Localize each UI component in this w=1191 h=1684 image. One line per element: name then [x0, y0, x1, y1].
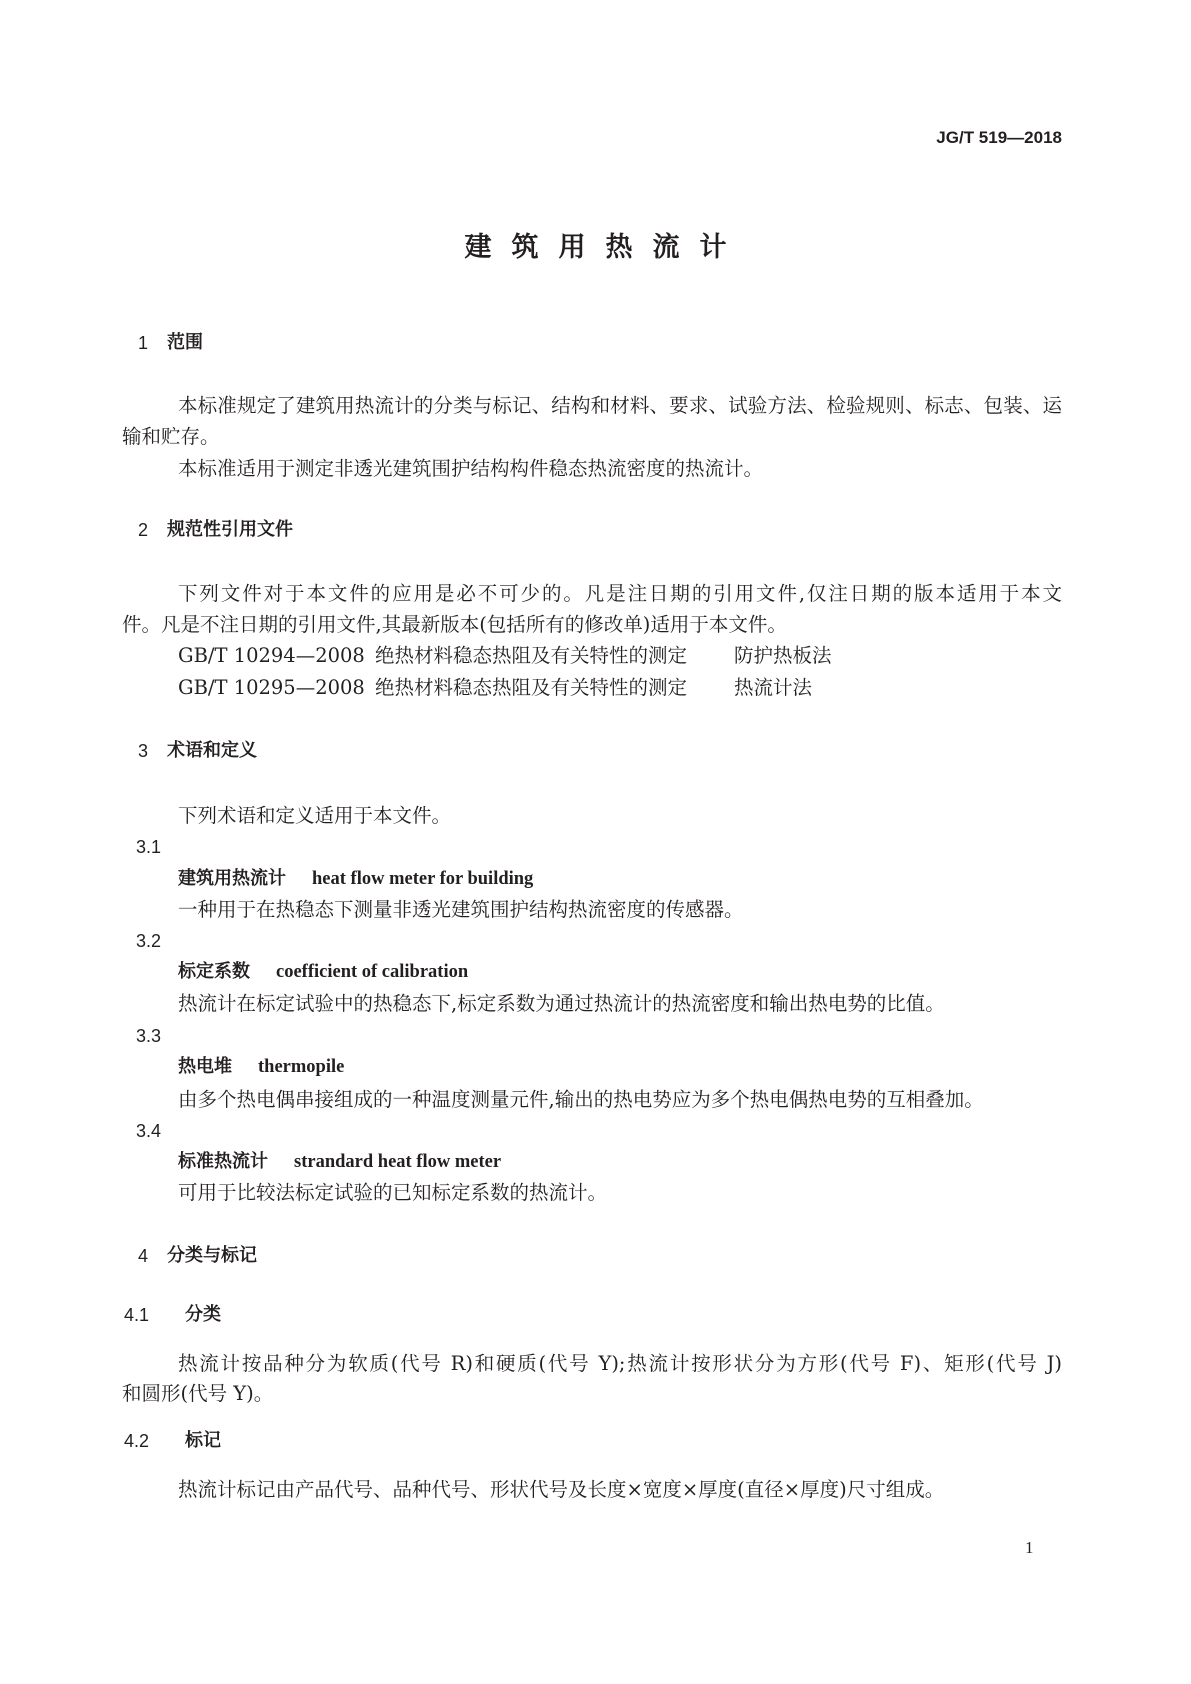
standard-code-header: JG/T 519—2018	[936, 128, 1062, 147]
subsection-4-1-line-1: 热流计按品种分为软质(代号 R)和硬质(代号 Y);热流计按形状分为方形(代号 F)、矩形(代号 J)	[178, 1352, 1062, 1375]
subsection-4-1-number: 4.1	[124, 1305, 150, 1325]
document-title: 建筑用热流计	[464, 232, 747, 263]
section-2-title: 规范性引用文件	[167, 519, 293, 540]
reference-code: GB/T 10294—2008	[178, 644, 365, 667]
section-2-paragraph-line-2: 件。凡是不注日期的引用文件,其最新版本(包括所有的修改单)适用于本文件。	[122, 613, 787, 636]
section-1-paragraph-2: 本标准适用于测定非透光建筑围护结构构件稳态热流密度的热流计。	[178, 457, 764, 480]
term-number: 3.4	[136, 1121, 162, 1141]
term-english: thermopile	[258, 1057, 345, 1077]
reference-title: 绝热材料稳态热阻及有关特性的测定	[375, 676, 688, 699]
reference-row	[0, 673, 1191, 703]
subsection-4-1-line-2: 和圆形(代号 Y)。	[122, 1382, 274, 1405]
section-2-number: 2	[138, 520, 149, 540]
subsection-4-1-title: 分类	[185, 1304, 221, 1325]
term-heading	[178, 1052, 344, 1082]
reference-code: GB/T 10295—2008	[178, 676, 365, 699]
term-chinese: 建筑用热流计	[178, 868, 286, 889]
term-heading	[178, 864, 533, 894]
page-number: 1	[1025, 1538, 1034, 1557]
section-4-number: 4	[138, 1246, 149, 1266]
subsection-4-2-number: 4.2	[124, 1431, 150, 1451]
reference-title: 绝热材料稳态热阻及有关特性的测定	[375, 644, 688, 667]
section-1-title: 范围	[167, 332, 203, 353]
subsection-4-2-title: 标记	[185, 1430, 221, 1451]
term-number: 3.2	[136, 931, 162, 951]
term-number: 3.1	[136, 837, 162, 857]
term-heading	[178, 1147, 501, 1177]
section-3-number: 3	[138, 741, 149, 761]
section-1-paragraph-1-line-1: 本标准规定了建筑用热流计的分类与标记、结构和材料、要求、试验方法、检验规则、标志、包装、运	[178, 394, 1062, 417]
term-definition: 可用于比较法标定试验的已知标定系数的热流计。	[178, 1181, 608, 1204]
subsection-4-2-text: 热流计标记由产品代号、品种代号、形状代号及长度×宽度×厚度(直径×厚度)尺寸组成。	[178, 1478, 945, 1501]
term-chinese: 标准热流计	[178, 1151, 268, 1172]
term-english: coefficient of calibration	[276, 962, 469, 982]
term-definition: 由多个热电偶串接组成的一种温度测量元件,输出的热电势应为多个热电偶热电势的互相叠加。	[178, 1088, 984, 1111]
reference-method: 热流计法	[734, 676, 813, 699]
term-english: strandard heat flow meter	[294, 1152, 502, 1172]
term-heading	[178, 957, 468, 987]
section-3-intro: 下列术语和定义适用于本文件。	[178, 804, 452, 827]
term-english: heat flow meter for building	[312, 869, 534, 889]
term-number: 3.3	[136, 1026, 162, 1046]
term-definition: 一种用于在热稳态下测量非透光建筑围护结构热流密度的传感器。	[178, 898, 744, 921]
section-4-title: 分类与标记	[167, 1245, 257, 1266]
section-1-paragraph-1-line-2: 输和贮存。	[122, 425, 220, 448]
reference-row	[0, 641, 1191, 671]
term-chinese: 标定系数	[178, 961, 250, 982]
term-definition: 热流计在标定试验中的热稳态下,标定系数为通过热流计的热流密度和输出热电势的比值。	[178, 992, 945, 1015]
term-chinese: 热电堆	[178, 1056, 232, 1077]
section-3-title: 术语和定义	[167, 740, 257, 761]
section-2-paragraph-line-1: 下列文件对于本文件的应用是必不可少的。凡是注日期的引用文件,仅注日期的版本适用于本文	[178, 582, 1062, 605]
reference-method: 防护热板法	[734, 644, 832, 667]
section-1-number: 1	[138, 333, 149, 353]
